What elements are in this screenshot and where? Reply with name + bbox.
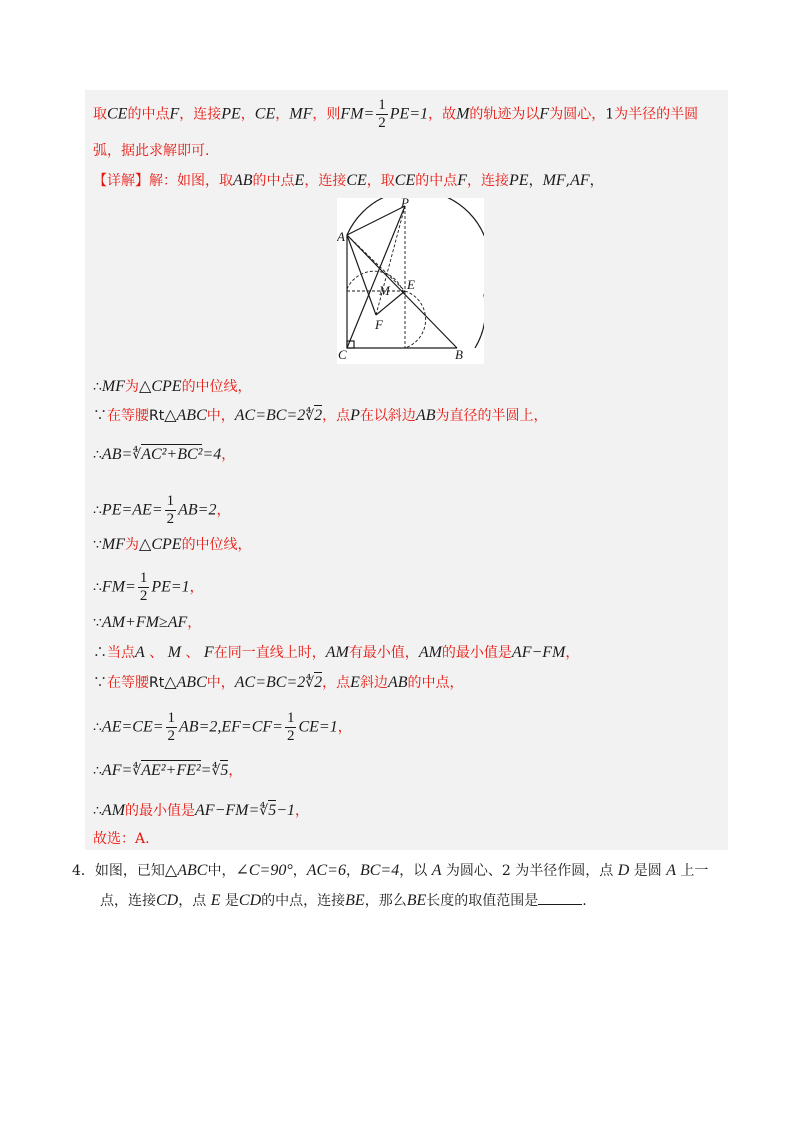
dashed-FP bbox=[376, 206, 405, 315]
solution-line-9: ∴FM= $\frac{1}{2}$ PE=1， bbox=[93, 570, 204, 604]
segment-AB bbox=[347, 235, 457, 348]
label-A: A bbox=[337, 229, 345, 244]
label-P: P bbox=[401, 198, 409, 210]
fraction-half: $\frac{1}{2}$ bbox=[167, 710, 176, 744]
solution-line-4: ∴MF为△CPE的中位线， bbox=[93, 378, 252, 395]
solution-line-13: ∴AE=CE= $\frac{1}{2}$ AB=2,EF=CF= $\frac{1}{2}$ CE=1， bbox=[93, 710, 352, 744]
question-number: 4． bbox=[72, 863, 95, 879]
solution-line-14: ∴AF=∜AE²+FE²=∜5， bbox=[93, 762, 243, 779]
solution-line-6: ∴AB=∜AC²+BC²=4， bbox=[93, 446, 236, 463]
solution-line-5: ∵在等腰Rt△ABC中，AC=BC=2∜2，点P在以斜边AB为直径的半圆上， bbox=[93, 407, 548, 424]
segment-AF bbox=[347, 235, 376, 315]
solution-line-12: ∵在等腰Rt△ABC中，AC=BC=2∜2，点E斜边AB的中点， bbox=[93, 674, 464, 691]
solution-line-7: ∴PE=AE= $\frac{1}{2}$ AB=2， bbox=[93, 493, 231, 527]
geometry-figure bbox=[337, 198, 484, 364]
answer-blank[interactable] bbox=[538, 904, 582, 905]
fraction-half: $\frac{1}{2}$ bbox=[378, 97, 386, 131]
label-E: E bbox=[407, 277, 415, 292]
large-semicircle bbox=[347, 198, 484, 295]
dashed-AE bbox=[347, 235, 405, 291]
fraction-half: $\frac{1}{2}$ bbox=[286, 710, 295, 744]
solution-line-8: ∵MF为△CPE的中位线， bbox=[93, 536, 252, 553]
label-B: B bbox=[455, 347, 463, 362]
question-4-line-1: 4．如图，已知△ABC中，∠C=90°，AC=6，BC=4，以 A 为圆心、2 为半径作圆，点 D 是圆 A 上一 bbox=[72, 862, 709, 879]
label-F: F bbox=[375, 317, 383, 332]
solution-line-11: ∴当点A 、 M 、 F在同一直线上时，AM有最小值，AM的最小值是AF−FM， bbox=[93, 644, 580, 661]
solution-line-3: 【详解】解：如图，取AB的中点E，连接CE，取CE的中点F，连接PE，MF,AF， bbox=[93, 172, 604, 189]
solution-line-1: 取CE的中点F，连接PE，CE，MF，则FM= $\frac{1}{2}$ PE=1，故M的轨迹为以F为圆心，1为半径的半圆 bbox=[93, 97, 699, 131]
label-C: C bbox=[338, 347, 347, 362]
solution-line-2: 弧，据此求解即可. bbox=[93, 143, 210, 159]
label-M: M bbox=[379, 283, 390, 298]
solution-line-10: ∵AM+FM≥AF， bbox=[93, 614, 202, 631]
detail-tag: 【详解】 bbox=[93, 173, 149, 189]
semicircle-end bbox=[475, 295, 484, 348]
figure-svg bbox=[337, 198, 484, 364]
dashed-arc-right bbox=[405, 291, 426, 348]
question-4-line-2: 点，连接CD，点 E 是CD的中点，连接BE，那么BE长度的取值范围是 . bbox=[100, 892, 587, 909]
fraction-half: $\frac{1}{2}$ bbox=[139, 570, 148, 604]
fraction-half: $\frac{1}{2}$ bbox=[166, 493, 175, 527]
solution-line-15: ∴AM的最小值是AF−FM=∜5−1， bbox=[93, 802, 309, 819]
solution-line-16: 故选：A. bbox=[93, 831, 150, 847]
